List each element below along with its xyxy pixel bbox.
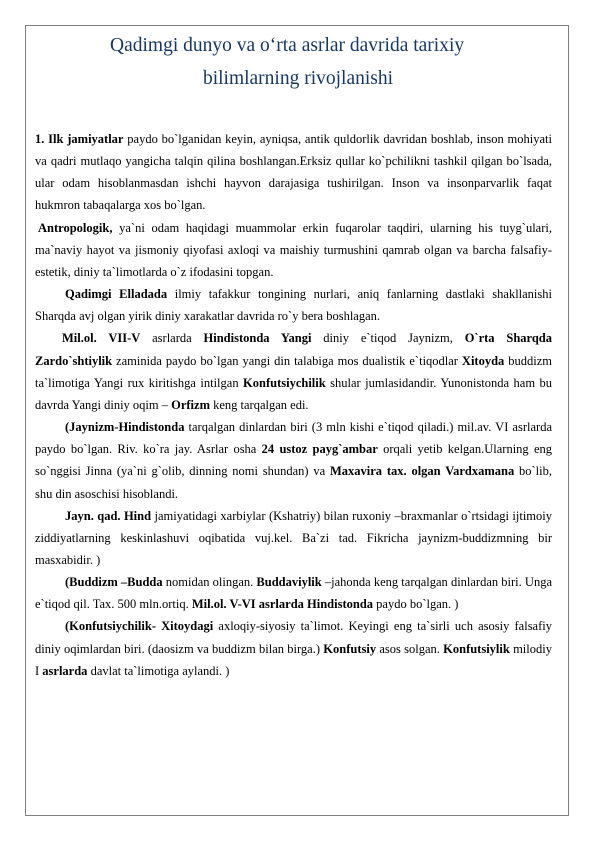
bold-text-run: Xitoyda: [461, 353, 505, 368]
paragraph-qadimgi-ellada: [35, 283, 552, 327]
text-run: paydo bo`lganidan keyin, ayniqsa, antik quldorlik davridan boshlab, inson mohiyati va qadri mutlaqo yangicha talqin qilina boshlangan.Erksiz qullar ko`pchilikni tashkil qilgan bo`lsada, ular odam hisoblanmasdan ishchi hayvon darajasiga tushirilgan. Inson va insonparvarlik faqat hukmron tabaqalarga xos bo`lgan.: [35, 132, 552, 213]
text-run: –jahonda keng tarqalgan dinlardan biri. Unga e`tiqod qil. Tax. 500 mln.ortiq.: [35, 575, 552, 612]
paragraph-ilk-jamiyatlar: [35, 128, 552, 217]
bold-text-run: asrlarda: [42, 663, 88, 678]
bold-text-run: Orfizm: [171, 397, 210, 412]
bold-text-run: Qadimgi Elladada: [65, 287, 168, 302]
text-run: shular jumlasidandir. Yunonistonda ham bu davrda Yangi diniy oqim –: [35, 375, 553, 412]
document-body: [35, 128, 552, 682]
text-run: axloqiy-siyosiy ta`limot. Keyingi eng ta`sirli uch asosiy falsafiy diniy oqimlardan biri. (daosizm va buddizm bilan birga.): [35, 619, 552, 656]
bold-text-run: 1. Ilk jamiyatlar: [35, 132, 124, 146]
paragraph-jayn-qad-hind: [35, 505, 552, 571]
text-run: ilmiy tafakkur tongining nurlari, aniq fanlarning dastlaki shakllanishi Sharqda avj olgan yirik diniy xarakatlar davrida ro`y bera boshlagan.: [35, 287, 552, 324]
text-run: davlat ta`limotiga aylandi. ): [87, 663, 230, 678]
bold-text-run: Mil.ol. V-VI asrlarda Hindistonda: [191, 597, 374, 612]
bold-text-run: Konfutsiychilik: [243, 375, 326, 390]
bold-text-run: Konfutsiylik: [443, 641, 510, 656]
text-run: asrlarda: [140, 331, 204, 346]
paragraph-jaynizm: [35, 416, 552, 505]
paragraph-antropologik: [35, 217, 552, 283]
text-run: jamiyatidagi xarbiylar (Kshatriy) bilan ruxoniy –braxmanlar o`rtsidagi ijtimoiy ziddiyatlarning keskinlashuvi oqibatida vuj.kel. Ba`zi tad. Fikricha jaynizm-buddizmning bir masxabidir. ): [35, 508, 552, 567]
text-run: keng tarqalgan edi.: [209, 397, 309, 412]
text-run: zaminida paydo bo`lgan yangi din talabiga mos dualistik e`tiqodlar: [112, 353, 462, 368]
text-run: diniy e`tiqod Jaynizm,: [311, 331, 465, 346]
text-run: paydo bo`lgan. ): [373, 597, 459, 612]
text-run: buddizm ta`limotiga Yangi rux kiritishga intilgan: [35, 353, 552, 390]
bold-text-run: Hindistonda Yangi: [203, 331, 312, 346]
paragraph-konfutsiychilik: [35, 615, 552, 681]
bold-text-run: (Jaynizm-Hindistonda: [65, 420, 185, 435]
text-run: milodiy I: [35, 641, 552, 678]
document-title-line-1: Qadimgi dunyo va o‘rta asrlar davrida tarixiy: [110, 35, 465, 56]
text-run: ya`ni odam haqidagi muammolar erkin fuqarolar taqdiri, ularning his tuyg`ulari, ma`naviy hayot va jismoniy qiyofasi axloqi va maishiy turmushini qamrab olgan va barcha falsafiy-estetik, diniy ta`limotlarda o`z ifodasini topgan.: [35, 220, 552, 279]
text-run: tarqalgan dinlardan biri (3 mln kishi e`tiqod qiladi.) mil.av. VI asrlarda paydo bo`lgan. Riv. ko`ra jay. Asrlar osha: [35, 420, 552, 457]
paragraph-buddizm: [35, 571, 552, 615]
bold-text-run: (Konfutsiychilik- Xitoydagi: [65, 619, 214, 634]
bold-text-run: Buddaviylik: [256, 575, 322, 590]
document-title-line-2: bilimlarning rivojlanishi: [202, 68, 394, 89]
bold-text-run: Konfutsiy: [323, 641, 377, 656]
text-run: nomidan olingan.: [162, 575, 257, 590]
text-run: orqali yetib kelgan.Ularning eng so`nggisi Jinna (ya`ni g`olib, dinning nomi shundan) va: [35, 442, 552, 479]
text-run: bo`lib, shu din asoschisi hisoblandi.: [35, 464, 552, 501]
bold-text-run: Antropologik,: [38, 220, 113, 235]
bold-text-run: O`rta Sharqda Zardo`shtiylik: [35, 331, 553, 368]
bold-text-run: Mil.ol. VII-V: [62, 331, 141, 346]
bold-text-run: Maxavira tax. olgan Vardxamana: [329, 464, 515, 479]
bold-text-run: (Buddizm –Budda: [65, 575, 163, 590]
bold-text-run: Jayn. qad. Hind: [65, 508, 152, 523]
bold-text-run: 24 ustoz payg`ambar: [261, 442, 378, 457]
text-run: asos solgan.: [376, 641, 444, 656]
paragraph-mil-ol: [35, 327, 552, 416]
